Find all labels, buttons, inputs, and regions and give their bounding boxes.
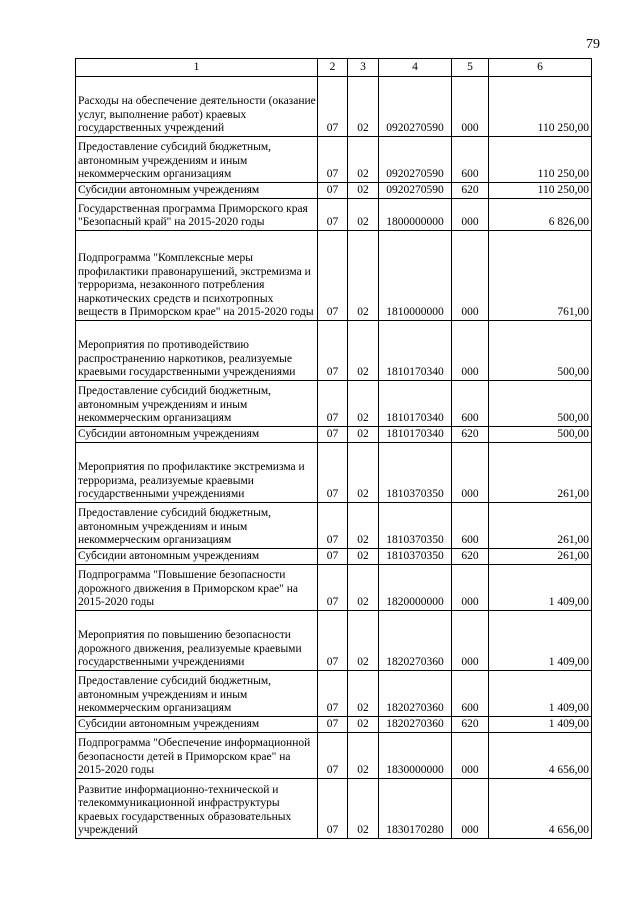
row-name-cell: Субсидии автономным учреждениям — [76, 717, 318, 733]
row-section-cell: 07 — [318, 231, 348, 321]
row-amount-cell: 500,00 — [489, 381, 592, 427]
row-target-item-cell: 1820000000 — [379, 565, 452, 611]
row-name-cell: Расходы на обеспечение деятельности (оказание услуг, выполнение работ) краевых государственных учреждений — [76, 77, 318, 137]
row-subsection-cell: 02 — [348, 565, 379, 611]
row-target-item-cell: 1830000000 — [379, 733, 452, 779]
row-amount-cell: 500,00 — [489, 321, 592, 381]
row-expense-type-cell: 000 — [452, 321, 489, 381]
row-name-cell: Предоставление субсидий бюджетным, автономным учреждениям и иным некоммерческим организациям — [76, 503, 318, 549]
row-subsection-cell: 02 — [348, 611, 379, 671]
row-target-item-cell: 1810170340 — [379, 381, 452, 427]
row-target-item-cell: 0920270590 — [379, 137, 452, 183]
row-amount-cell: 1 409,00 — [489, 671, 592, 717]
table-row — [76, 231, 592, 321]
row-expense-type-cell: 000 — [452, 733, 489, 779]
row-amount-cell: 4 656,00 — [489, 779, 592, 839]
row-subsection-cell: 02 — [348, 183, 379, 199]
row-expense-type-cell: 600 — [452, 503, 489, 549]
row-section-cell: 07 — [318, 779, 348, 839]
row-expense-type-cell: 000 — [452, 77, 489, 137]
row-amount-cell: 110 250,00 — [489, 77, 592, 137]
row-section-cell: 07 — [318, 427, 348, 443]
table-header-row — [76, 59, 592, 77]
row-target-item-cell: 1810370350 — [379, 443, 452, 503]
row-expense-type-cell: 000 — [452, 611, 489, 671]
table-row — [76, 733, 592, 779]
row-section-cell: 07 — [318, 717, 348, 733]
row-amount-cell: 1 409,00 — [489, 611, 592, 671]
row-expense-type-cell: 620 — [452, 427, 489, 443]
table-row — [76, 717, 592, 733]
row-name-cell: Предоставление субсидий бюджетным, автономным учреждениям и иным некоммерческим организациям — [76, 137, 318, 183]
row-subsection-cell: 02 — [348, 549, 379, 565]
row-amount-cell: 4 656,00 — [489, 733, 592, 779]
row-subsection-cell: 02 — [348, 77, 379, 137]
row-name-cell: Предоставление субсидий бюджетным, автономным учреждениям и иным некоммерческим организациям — [76, 671, 318, 717]
table-row — [76, 321, 592, 381]
row-target-item-cell: 1810170340 — [379, 427, 452, 443]
row-name-cell: Субсидии автономным учреждениям — [76, 183, 318, 199]
row-name-cell: Подпрограмма "Обеспечение информационной безопасности детей в Приморском крае" на 2015-2020 годы — [76, 733, 318, 779]
row-expense-type-cell: 600 — [452, 137, 489, 183]
column-header-expense-type: 5 — [452, 59, 489, 77]
row-target-item-cell: 1820270360 — [379, 717, 452, 733]
row-name-cell: Мероприятия по профилактике экстремизма и терроризма, реализуемые краевыми государственными учреждениями — [76, 443, 318, 503]
row-expense-type-cell: 600 — [452, 671, 489, 717]
row-section-cell: 07 — [318, 199, 348, 231]
row-subsection-cell: 02 — [348, 381, 379, 427]
row-target-item-cell: 0920270590 — [379, 77, 452, 137]
row-subsection-cell: 02 — [348, 427, 379, 443]
column-header-subsection: 3 — [348, 59, 379, 77]
row-subsection-cell: 02 — [348, 733, 379, 779]
table-row — [76, 565, 592, 611]
row-target-item-cell: 1810370350 — [379, 503, 452, 549]
table-row — [76, 183, 592, 199]
row-target-item-cell: 0920270590 — [379, 183, 452, 199]
row-section-cell: 07 — [318, 443, 348, 503]
budget-table — [75, 58, 592, 839]
row-expense-type-cell: 000 — [452, 779, 489, 839]
row-expense-type-cell: 600 — [452, 381, 489, 427]
row-name-cell: Мероприятия по противодействию распространению наркотиков, реализуемые краевыми государственными учреждениями — [76, 321, 318, 381]
row-amount-cell: 500,00 — [489, 427, 592, 443]
row-amount-cell: 761,00 — [489, 231, 592, 321]
row-target-item-cell: 1810370350 — [379, 549, 452, 565]
table-row — [76, 137, 592, 183]
row-amount-cell: 261,00 — [489, 503, 592, 549]
row-subsection-cell: 02 — [348, 321, 379, 381]
row-expense-type-cell: 000 — [452, 443, 489, 503]
row-subsection-cell: 02 — [348, 717, 379, 733]
column-header-target-item: 4 — [379, 59, 452, 77]
row-expense-type-cell: 620 — [452, 183, 489, 199]
row-section-cell: 07 — [318, 183, 348, 199]
row-expense-type-cell: 000 — [452, 565, 489, 611]
row-amount-cell: 1 409,00 — [489, 717, 592, 733]
row-subsection-cell: 02 — [348, 199, 379, 231]
table-row — [76, 503, 592, 549]
row-amount-cell: 110 250,00 — [489, 183, 592, 199]
row-target-item-cell: 1820270360 — [379, 671, 452, 717]
row-name-cell: Предоставление субсидий бюджетным, автономным учреждениям и иным некоммерческим организациям — [76, 381, 318, 427]
row-section-cell: 07 — [318, 671, 348, 717]
row-target-item-cell: 1820270360 — [379, 611, 452, 671]
row-expense-type-cell: 000 — [452, 199, 489, 231]
row-amount-cell: 1 409,00 — [489, 565, 592, 611]
row-subsection-cell: 02 — [348, 231, 379, 321]
table-row — [76, 443, 592, 503]
table-row — [76, 671, 592, 717]
row-subsection-cell: 02 — [348, 443, 379, 503]
row-target-item-cell: 1810000000 — [379, 231, 452, 321]
row-name-cell: Подпрограмма "Комплексные меры профилактики правонарушений, экстремизма и терроризма, незаконного потребления наркотических средств и психотропных веществ в Приморском крае" на 2015-2020 годы — [76, 231, 318, 321]
row-amount-cell: 110 250,00 — [489, 137, 592, 183]
column-header-section: 2 — [318, 59, 348, 77]
row-section-cell: 07 — [318, 137, 348, 183]
row-name-cell: Мероприятия по повышению безопасности дорожного движения, реализуемые краевыми государственными учреждениями — [76, 611, 318, 671]
row-name-cell: Субсидии автономным учреждениям — [76, 549, 318, 565]
row-section-cell: 07 — [318, 503, 348, 549]
row-expense-type-cell: 620 — [452, 717, 489, 733]
table-row — [76, 549, 592, 565]
table-row — [76, 779, 592, 839]
row-subsection-cell: 02 — [348, 137, 379, 183]
row-name-cell: Подпрограмма "Повышение безопасности дорожного движения в Приморском крае" на 2015-2020 годы — [76, 565, 318, 611]
table-row — [76, 77, 592, 137]
row-name-cell: Развитие информационно-технической и телекоммуникационной инфраструктуры краевых государственных образовательных учреждений — [76, 779, 318, 839]
row-target-item-cell: 1810170340 — [379, 321, 452, 381]
page-number: 79 — [586, 37, 600, 52]
row-name-cell: Субсидии автономным учреждениям — [76, 427, 318, 443]
row-subsection-cell: 02 — [348, 503, 379, 549]
row-subsection-cell: 02 — [348, 671, 379, 717]
row-section-cell: 07 — [318, 77, 348, 137]
column-header-name: 1 — [76, 59, 318, 77]
row-subsection-cell: 02 — [348, 779, 379, 839]
row-section-cell: 07 — [318, 381, 348, 427]
table-row — [76, 611, 592, 671]
table-row — [76, 381, 592, 427]
row-section-cell: 07 — [318, 321, 348, 381]
row-expense-type-cell: 620 — [452, 549, 489, 565]
row-expense-type-cell: 000 — [452, 231, 489, 321]
row-section-cell: 07 — [318, 611, 348, 671]
table-row — [76, 199, 592, 231]
row-section-cell: 07 — [318, 549, 348, 565]
row-amount-cell: 261,00 — [489, 443, 592, 503]
row-target-item-cell: 1800000000 — [379, 199, 452, 231]
row-section-cell: 07 — [318, 565, 348, 611]
row-amount-cell: 6 826,00 — [489, 199, 592, 231]
table-row — [76, 427, 592, 443]
row-section-cell: 07 — [318, 733, 348, 779]
column-header-amount: 6 — [489, 59, 592, 77]
row-name-cell: Государственная программа Приморского края "Безопасный край" на 2015-2020 годы — [76, 199, 318, 231]
row-amount-cell: 261,00 — [489, 549, 592, 565]
row-target-item-cell: 1830170280 — [379, 779, 452, 839]
